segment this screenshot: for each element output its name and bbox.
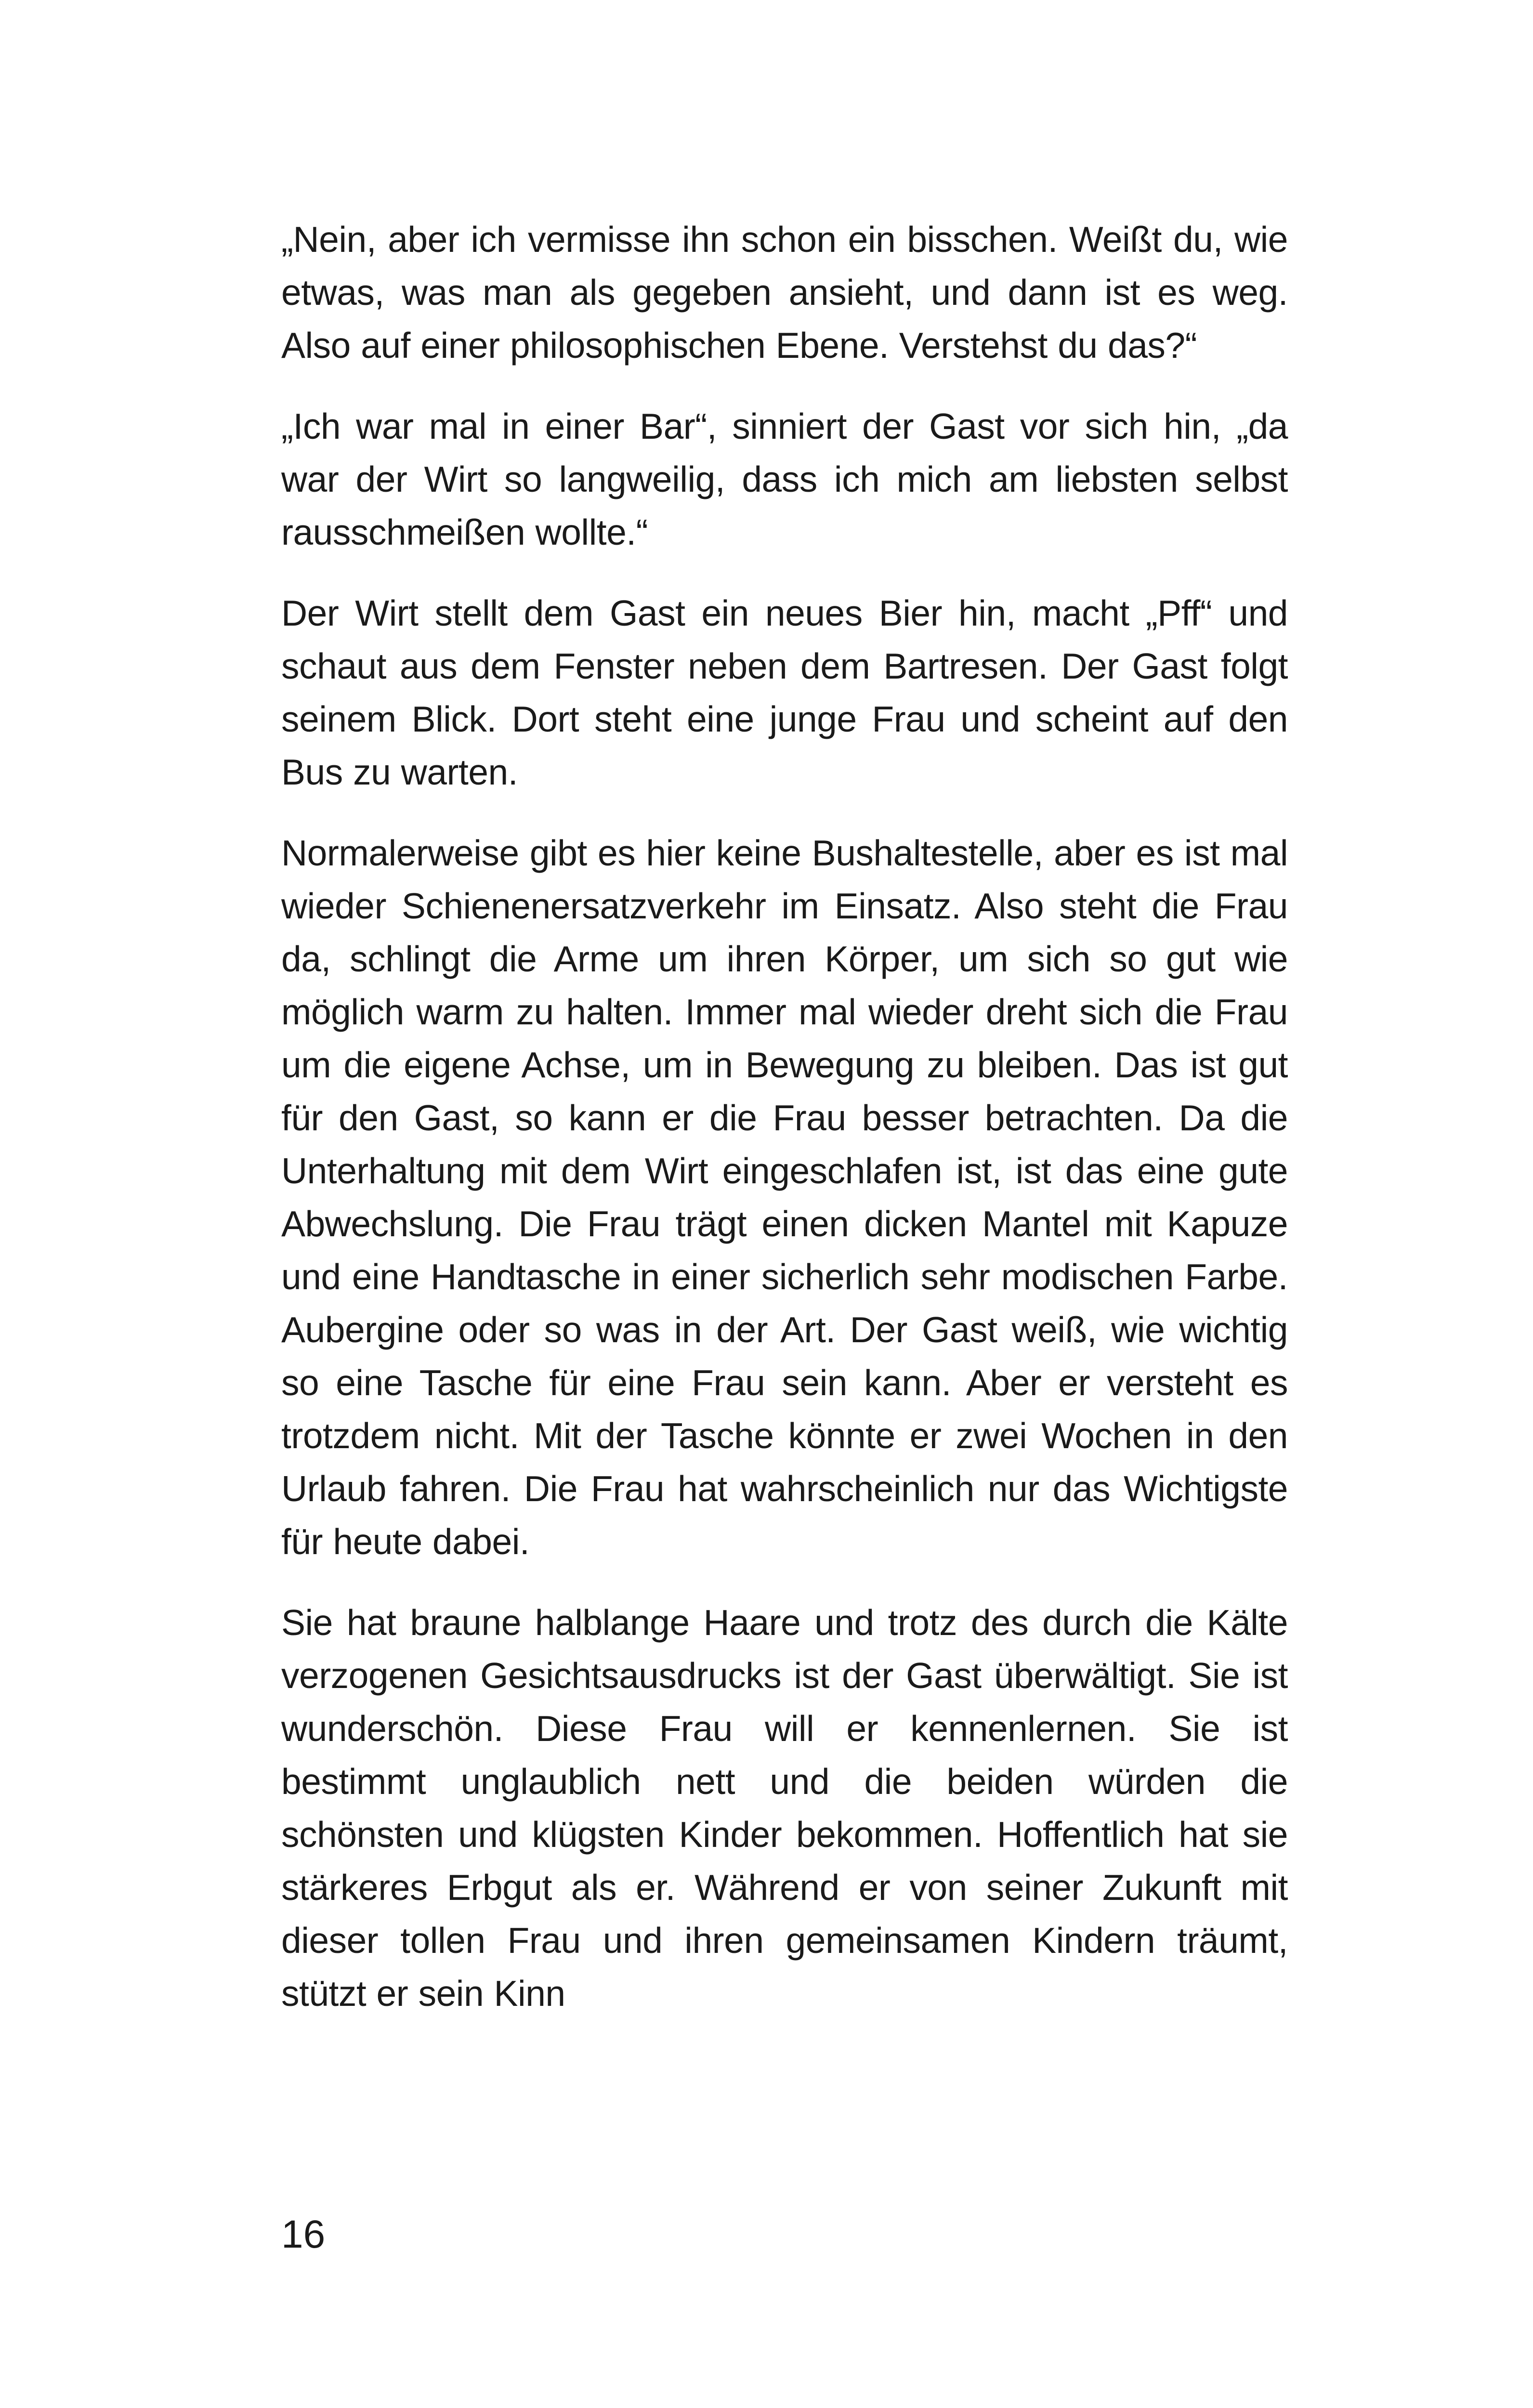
paragraph-5: Sie hat braune halblange Haare und trotz des durch die Kälte verzogenen Gesichtsausdrucks ist der Gast überwältigt. Sie ist wunderschön. Diese Frau will er kennenlernen. Sie ist bestimmt unglaublich nett und die beiden würden die schönsten und klügsten Kinder bekommen. Hoffentlich hat sie stärkeres Erbgut als er. Während er von seiner Zukunft mit dieser tollen Frau und ihren gemeinsamen Kindern träumt, stützt er sein Kinn <box>281 1602 1288 2014</box>
paragraph-4: Normalerweise gibt es hier keine Bushaltestelle, aber es ist mal wieder Schienenersatzverkehr im Einsatz. Also steht die Frau da, schlingt die Arme um ihren Körper, um sich so gut wie möglich warm zu halten. Immer mal wieder dreht sich die Frau um die eigene Achse, um in Bewegung zu bleiben. Das ist gut für den Gast, so kann er die Frau besser betrachten. Da die Unterhaltung mit dem Wirt eingeschlafen ist, ist das eine gute Abwechslung. Die Frau trägt einen dicken Mantel mit Kapuze und eine Handtasche in einer sicherlich sehr modischen Farbe. Aubergine oder so was in der Art. Der Gast weiß, wie wichtig so eine Tasche für eine Frau sein kann. Aber er versteht es trotzdem nicht. Mit der Tasche könnte er zwei Wochen in den Urlaub fahren. Die Frau hat wahrscheinlich nur das Wichtigste für heute dabei. <box>281 833 1288 1562</box>
paragraph-1: „Nein, aber ich vermisse ihn schon ein bisschen. Weißt du, wie etwas, was man als gegeben ansieht, und dann ist es weg. Also auf einer philosophischen Ebene. Verstehst du das?“ <box>281 219 1288 366</box>
page-number: 16 <box>281 2212 326 2256</box>
paragraph-2: „Ich war mal in einer Bar“, sinniert der Gast vor sich hin, „da war der Wirt so langweilig, dass ich mich am liebsten selbst rausschmeißen wollte.“ <box>281 406 1288 552</box>
body-text <box>281 213 1288 2020</box>
paragraph-3: Der Wirt stellt dem Gast ein neues Bier hin, macht „Pff“ und schaut aus dem Fenster neben dem Bartresen. Der Gast folgt seinem Blick. Dort steht eine junge Frau und scheint auf den Bus zu warten. <box>281 593 1288 792</box>
